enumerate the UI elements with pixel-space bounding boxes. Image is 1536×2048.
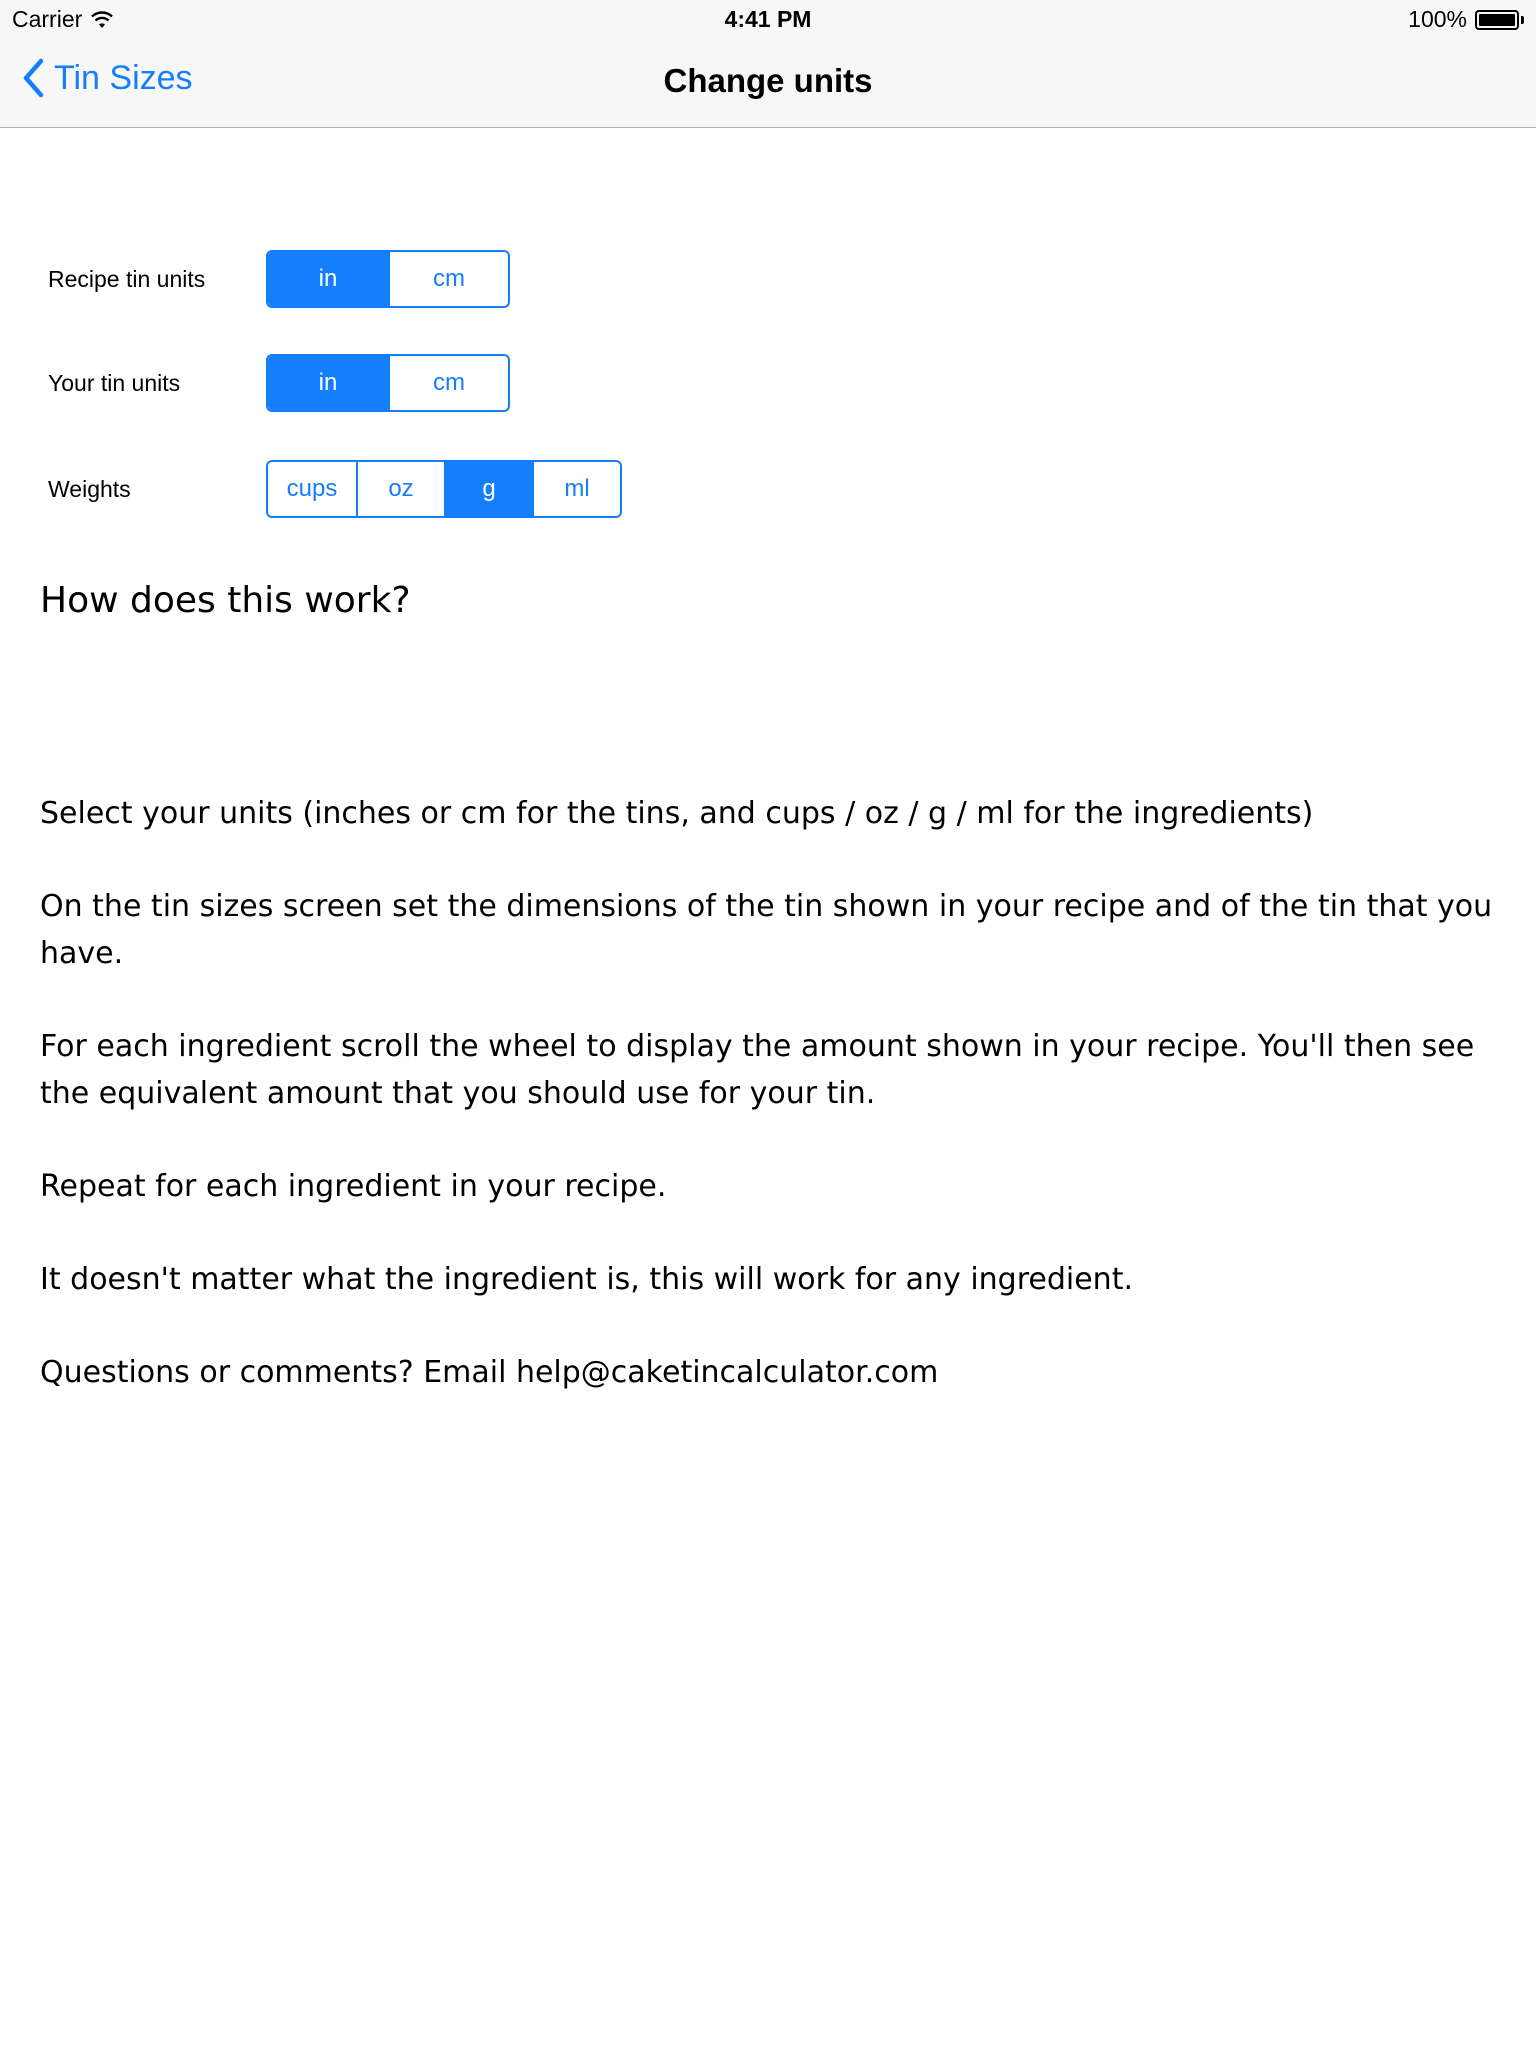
help-paragraph: It doesn't matter what the ingredient is, this will work for any ingredient. (40, 1262, 1133, 1297)
weights-option-g[interactable]: g (444, 462, 532, 516)
weights-row (48, 460, 622, 518)
battery-icon (1475, 10, 1519, 30)
recipe-tin-units-option-cm[interactable]: cm (388, 252, 508, 306)
help-contact: Questions or comments? Email help@caketincalculator.com (40, 1355, 939, 1390)
weights-segmented-control[interactable] (266, 460, 622, 518)
page-title: Change units (663, 62, 873, 99)
weights-label: Weights (48, 475, 131, 502)
your-tin-units-segmented-control[interactable] (266, 354, 510, 412)
your-tin-units-row (48, 354, 510, 412)
clock: 4:41 PM (724, 6, 812, 32)
help-paragraph: Repeat for each ingredient in your recipe. (40, 1169, 667, 1204)
your-tin-units-option-cm[interactable]: cm (388, 356, 508, 410)
help-paragraph: Select your units (inches or cm for the tins, and cups / oz / g / ml for the ingredients) (40, 796, 1314, 831)
status-bar (0, 0, 1536, 40)
help-text (40, 790, 1500, 1442)
battery-percent: 100% (1408, 6, 1467, 32)
weights-option-oz[interactable]: oz (356, 462, 444, 516)
your-tin-units-label: Your tin units (48, 369, 181, 396)
recipe-tin-units-label: Recipe tin units (48, 265, 206, 292)
recipe-tin-units-row (48, 250, 510, 308)
recipe-tin-units-option-in[interactable]: in (268, 252, 388, 306)
recipe-tin-units-segmented-control[interactable] (266, 250, 510, 308)
help-paragraph: For each ingredient scroll the wheel to display the amount shown in your recipe. You'll then see the equivalent amount that you should use for your tin. (40, 1029, 1475, 1111)
battery-indicator (1408, 6, 1524, 33)
weights-option-ml[interactable]: ml (532, 462, 620, 516)
help-paragraph: On the tin sizes screen set the dimensions of the tin shown in your recipe and of the tin that you have. (40, 889, 1493, 971)
back-button-label: Tin Sizes (54, 58, 193, 97)
weights-option-cups[interactable]: cups (286, 475, 338, 502)
your-tin-units-option-in[interactable]: in (268, 356, 388, 410)
help-heading: How does this work? (40, 580, 411, 621)
navigation-bar (0, 40, 1536, 128)
carrier-label: Carrier (12, 6, 83, 32)
